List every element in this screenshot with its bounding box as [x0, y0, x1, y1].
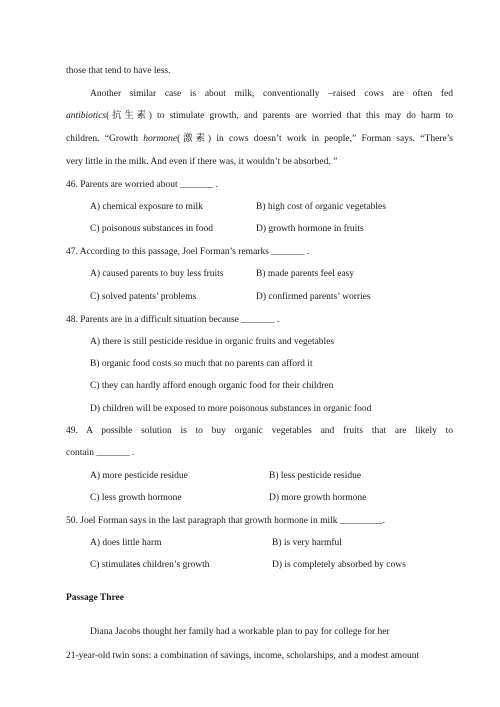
paragraph-text: to stimulate growth, and parents are worried that this may do harm to — [151, 111, 454, 121]
q46-option-d[interactable]: D) growth hormone in fruits — [256, 224, 364, 234]
paragraph-line — [66, 133, 453, 145]
paragraph-line: 21-year-old twin sons: a combination of savings, income, scholarships, and a modest amount — [66, 651, 420, 661]
paragraph-line: very little in the milk. And even if there was, it wouldn’t be absorbed. ” — [66, 157, 338, 167]
paragraph-line: Another similar case is about milk, conventionally –raised cows are often fed — [90, 89, 453, 99]
q48-option-c[interactable]: C) they can hardly afford enough organic food for their children — [90, 381, 334, 391]
q48-option-a[interactable]: A) there is still pesticide residue in organic fruits and vegetables — [90, 337, 335, 347]
q46-option-c[interactable]: C) poisonous substances in food — [90, 224, 213, 234]
q50-option-b[interactable]: B) is very harmful — [272, 538, 342, 548]
question-46-stem: 46. Parents are worried about _______ . — [66, 180, 218, 190]
q46-option-a[interactable]: A) chemical exposure to milk — [90, 202, 203, 212]
chinese-gloss: (抗生素) — [106, 111, 152, 121]
q50-option-d[interactable]: D) is completely absorbed by cows — [272, 560, 406, 570]
paragraph-line: those that tend to have less. — [66, 66, 171, 76]
q49-option-c[interactable]: C) less growth hormone — [90, 493, 182, 503]
q47-option-c[interactable]: C) solved patents’ problems — [90, 292, 197, 302]
chinese-gloss: (激素) — [177, 134, 212, 144]
q47-option-a[interactable]: A) caused parents to buy less fruits — [90, 269, 224, 279]
term-antibiotics: antibiotics — [66, 111, 107, 121]
question-48-stem: 48. Parents are in a difficult situation because _______ . — [66, 315, 280, 325]
question-49-stem-cont: contain _______ . — [66, 448, 135, 458]
q48-option-b[interactable]: B) organic food costs so much that no parents can afford it — [90, 359, 313, 369]
q49-option-d[interactable]: D) more growth hormone — [269, 493, 367, 503]
q48-option-d[interactable]: D) children will be exposed to more poisonous substances in organic food — [90, 404, 372, 414]
section-heading: Passage Three — [66, 593, 124, 603]
q46-option-b[interactable]: B) high cost of organic vegetables — [256, 202, 386, 212]
question-47-stem: 47. According to this passage, Joel Forman’s remarks _______ . — [66, 247, 310, 257]
paragraph-text: in cows doesn’t work in people,” Forman says. “There’s — [211, 134, 454, 144]
q50-option-a[interactable]: A) does little harm — [90, 538, 162, 548]
paragraph-text: children. “Growth — [66, 134, 144, 144]
term-hormone: hormone — [143, 134, 178, 144]
question-50-stem: 50. Joel Forman says in the last paragraph that growth hormone in milk _________. — [66, 516, 385, 526]
q50-option-c[interactable]: C) stimulates children’s growth — [90, 560, 210, 570]
q47-option-b[interactable]: B) made parents feel easy — [256, 269, 355, 279]
q49-option-b[interactable]: B) less pesticide residue — [269, 471, 362, 481]
q49-option-a[interactable]: A) more pesticide residue — [90, 471, 188, 481]
paragraph-line: Diana Jacobs thought her family had a workable plan to pay for college for her — [90, 627, 390, 637]
q47-option-d[interactable]: D) confirmed parents’ worries — [256, 292, 371, 302]
paragraph-line — [66, 110, 453, 122]
question-49-stem: 49. A possible solution is to buy organic vegetables and fruits that are likely to — [66, 426, 453, 436]
